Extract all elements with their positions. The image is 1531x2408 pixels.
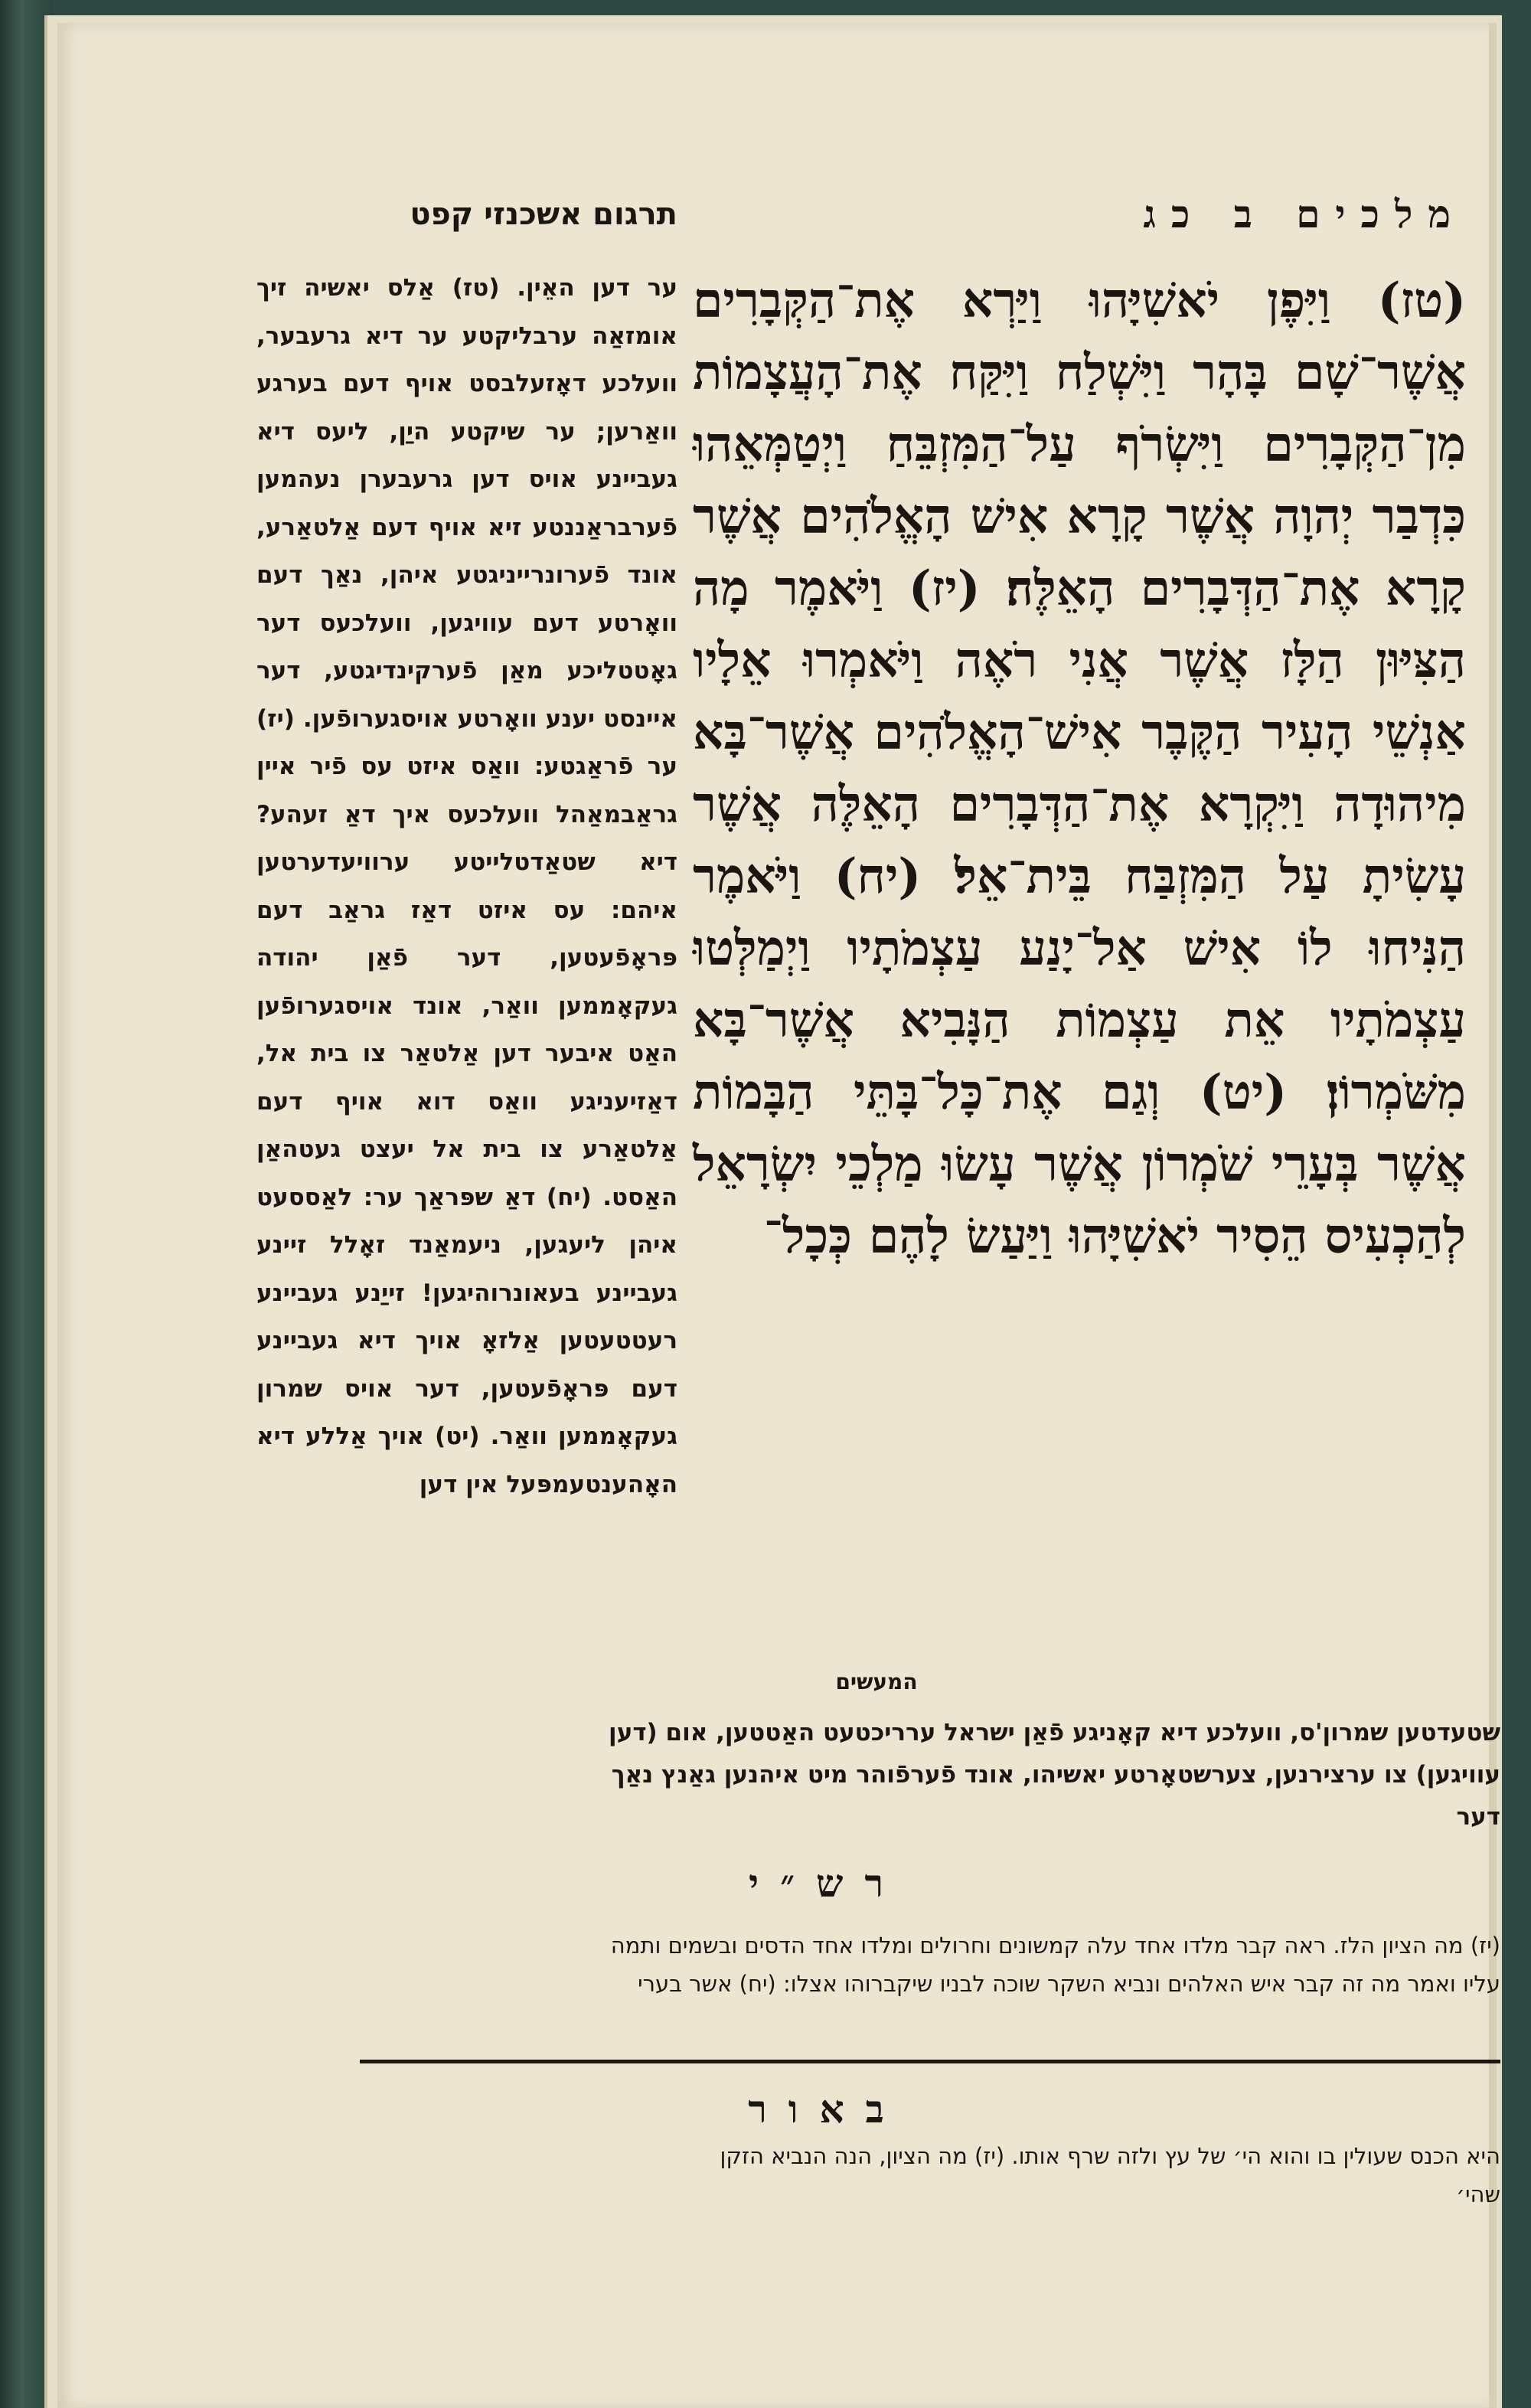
continuation-line-2: עוויגען) צו ערצירנען, צערשטאָרטע יאשיהו, אונד פֿערפֿוהר מיט איהנען גאַנץ נאַך (611, 1761, 1500, 1789)
main-hebrew-text: (טז) וַיִּפֶן יֹאשִׁיָּהוּ וַיַּרְא אֶת־הַקְּבָרִים אֲשֶׁר־שָׁם בָּהָר וַיִּשְׁלַח וַיִּקַּח אֶת־הָעֲצָמוֹת מִן־הַקְּבָרִים וַיִּשְׂרֹף עַל־הַמִּזְבֵּחַ וַיְטַמְּאֵהוּ כִּדְבַר יְהוָה אֲשֶׁר קָרָא אִישׁ הָאֱלֹהִים אֲשֶׁר קָרָא אֶת־הַדְּבָרִים הָאֵלֶּה׃ (יז) וַיֹּאמֶר מָה הַצִּיּוּן הַלָּז אֲשֶׁר אֲנִי רֹאֶה וַיֹּאמְרוּ אֵלָיו אַנְשֵׁי הָעִיר הַקֶּבֶר אִישׁ־הָאֱלֹהִים אֲשֶׁר־בָּא מִיהוּדָה וַיִּקְרָא אֶת־הַדְּבָרִים הָאֵלֶּה אֲשֶׁר עָשִׂיתָ עַל הַמִּזְבַּח בֵּית־אֵל׃ (יח) וַיֹּאמֶר הַנִּיחוּ לוֹ אִישׁ אַל־יָנַע עַצְמֹתָיו וַיְמַלְּטוּ עַצְמֹתָיו אֵת עַצְמוֹת הַנָּבִיא אֲשֶׁר־בָּא מִשֹּׁמְרוֹן׃ (יט) וְגַם אֶת־כָּל־בָּתֵּי הַבָּמוֹת אֲשֶׁר בְּעָרֵי שֹׁמְרוֹן אֲשֶׁר עָשׂוּ מַלְכֵי יִשְׂרָאֵל לְהַכְעִיס הֵסִיר יֹאשִׁיָּהוּ וַיַּעַשׂ לָהֶם כְּכָל־ (693, 272, 1466, 1264)
catchword: המעשים (835, 1669, 918, 1694)
rashi-title: רש״י (748, 1861, 906, 1906)
continuation-line-1: שטעדטען שמרון'ס, וועלכע דיא קאָניגע פֿאַן ישראל עררי‌כטעט האַטטען, אום (דען (609, 1719, 1500, 1746)
continuation-line-3: דער (1456, 1803, 1500, 1831)
rashi-line-2: עליו ואמר מה זה קבר איש האלהים ונביא השקר שוכה לבניו שיקברוהו אצלו: (יח) אשר בערי (638, 1971, 1500, 1997)
section-divider (360, 2060, 1500, 2063)
biur-title: באור (748, 2086, 906, 2132)
biur-line-1: היא הכנס שעולין בו והוא הי׳ של עץ ולזה שרף אותו. (יז) מה הציון, הנה הנביא הזקן (720, 2143, 1500, 2169)
translation-column (256, 188, 677, 1811)
translation-text: ער דען האֵין. (טז) אַלס יאשיה זיך אומזאַה ערבליקטע ער דיא גרעבער, וועלכע דאָזעלבסט אויף דעם בערגע וואַרען; ער שיקטע היַן, ליעס דיא געביינע אויס דען גרעבערן נעהמען פֿערבראַננטע זיא אויף דעם אַלטאַרע, אונד פֿערונרייניגטע איהן, נאַך דעם וואָרטע דעם עוויגען, וועלכעס דער גאָטטליכע מאַן פֿערקינדיגטע, דער איינסט יענע וואָרטע אויסגערופֿען. (יז) ער פֿראַגטע: וואַס איזט עס פֿיר איין גראַבמאַהל וועלכעס איך דאַ זעהע? דיא שטאַדטלייטע ערוויעדערטען איהם: עס איזט דאַז גראַב דעם פּראָפֿעטען, דער פֿאַן יהודה געקאָממען וואַר, אונד אויסגערופֿען האַט איבער דען אַלטאַר צו בית אל, דאַזיעניגע וואַס דוא אויף דעם אַלטאַרע צו בית אל יעצט געטהאַן האַסט. (יח) דאַ שפּראַך ער: לאַססעט איהן ליעגען, ניעמאַנד זאָלל זיינע געביינע בעאונרוהיגען! זייַנע געביינע רעטטעטען אַלזאָ אויך דיא געביינע דעם פּראָפֿעטען, דער אויס שמרון געקאָממען וואַר. (יט) אויך אַללע דיא האָהענטעמפּעל אין דען (256, 274, 677, 1498)
book-page (57, 23, 1500, 2408)
hebrew-column (693, 188, 1466, 1681)
biur-line-2: שהי׳ (1455, 2181, 1500, 2207)
running-head-translation: תרגום אשכנזי קפט (410, 197, 677, 232)
rashi-line-1: (יז) מה הציון הלז. ראה קבר מלדו אחד עלה קמשונים וחרולים ומלדו אחד הדסים ובשמים ותמה (610, 1933, 1500, 1959)
running-head-hebrew: מלכים ב כג (1143, 191, 1466, 237)
